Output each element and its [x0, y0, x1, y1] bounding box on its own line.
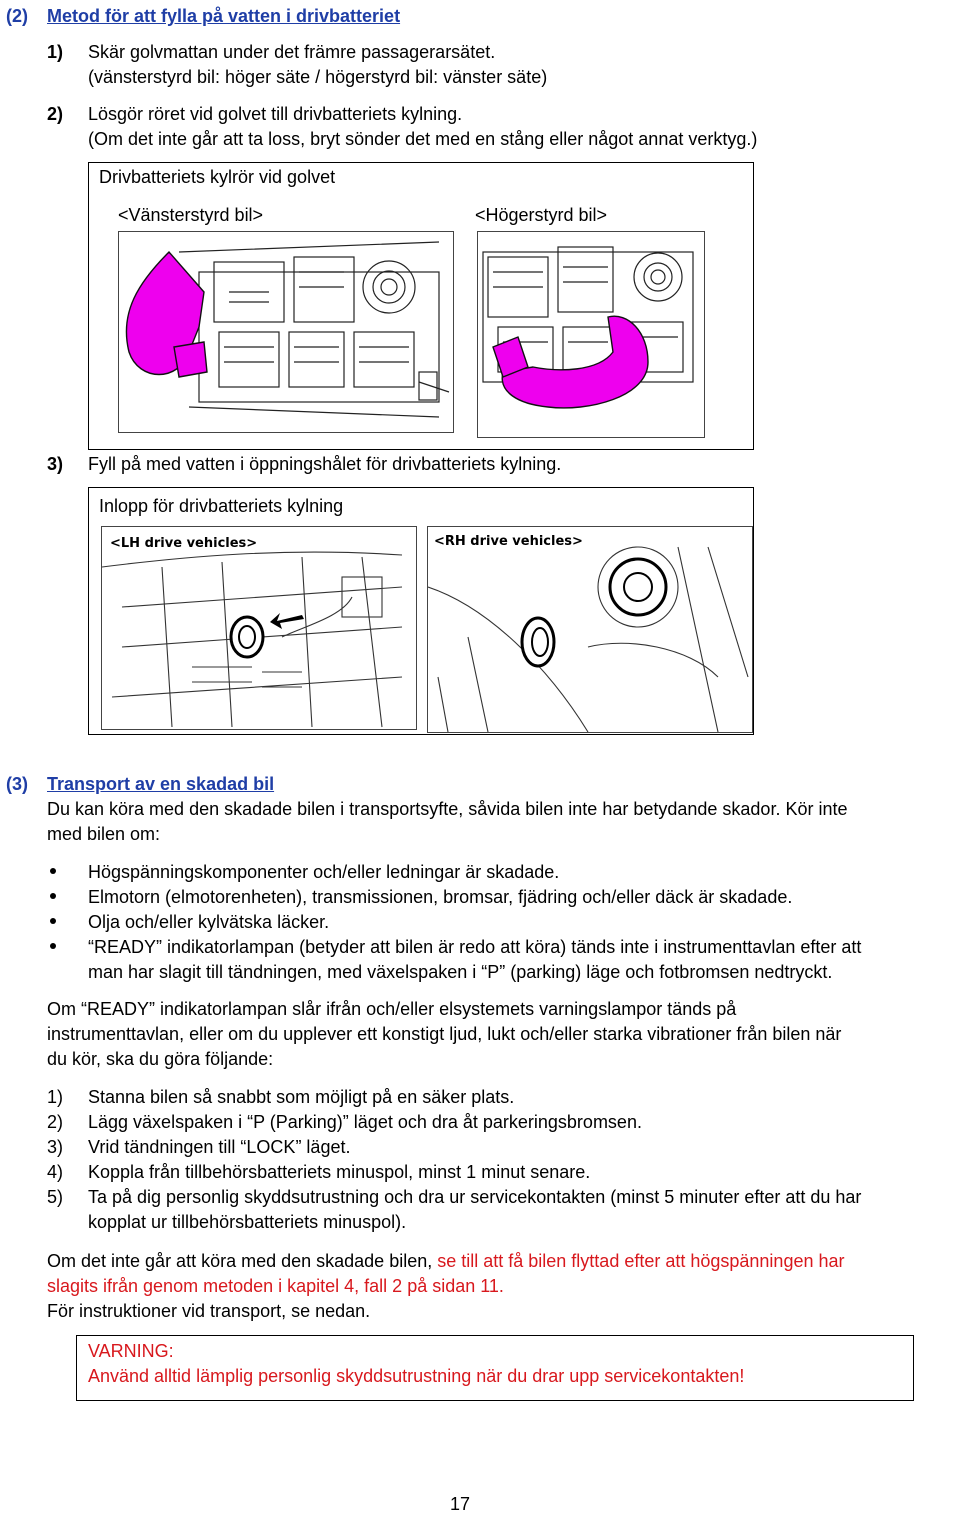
rh-inlet-illustration — [427, 526, 753, 733]
step-text: (vänsterstyrd bil: höger säte / högerstyrd bil: vänster säte) — [88, 67, 548, 87]
step-number: 3) — [47, 1137, 64, 1157]
bullet-text: Högspänningskomponenter och/eller ledningar är skadade. — [88, 862, 560, 882]
warning-text: Använd alltid lämplig personlig skyddsutrustning när du drar upp servicekontakten! — [88, 1366, 745, 1386]
figure-caption: Drivbatteriets kylrör vid golvet — [99, 167, 336, 187]
warning-title: VARNING: — [88, 1341, 174, 1361]
page-number: 17 — [450, 1494, 471, 1514]
intro-text: med bilen om: — [47, 824, 161, 844]
paragraph-text-red: slagits ifrån genom metoden i kapitel 4, fall 2 på sidan 11. — [47, 1276, 504, 1296]
step-number: 4) — [47, 1162, 64, 1182]
figure-cooling-inlet — [88, 487, 754, 735]
step-number: 2) — [47, 104, 64, 124]
step-text: Stanna bilen så snabbt som möjligt på en säker plats. — [88, 1087, 515, 1107]
bullet-dot — [50, 893, 56, 899]
section-2-number: (2) — [6, 6, 28, 26]
figure-label-left: <Vänsterstyrd bil> — [118, 205, 264, 225]
figure-caption: Inlopp för drivbatteriets kylning — [99, 496, 344, 516]
paragraph-text: instrumenttavlan, eller om du upplever ett konstigt ljud, lukt och/eller starka vibrationer från bilen när — [47, 1024, 842, 1044]
step-number: 5) — [47, 1187, 64, 1207]
step-number: 1) — [47, 42, 64, 62]
paragraph-text: Om “READY” indikatorlampan slår ifrån och/eller elsystemets varningslampor tänds på — [47, 999, 737, 1019]
rh-pipe-illustration — [477, 231, 705, 438]
step-text: Lägg växelspaken i “P (Parking)” läget och dra åt parkeringsbromsen. — [88, 1112, 642, 1132]
step-number: 2) — [47, 1112, 64, 1132]
section-2-title: Metod för att fylla på vatten i drivbatteriet — [47, 6, 401, 26]
step-text: Skär golvmattan under det främre passagerarsätet. — [88, 42, 496, 62]
step-text: Ta på dig personlig skyddsutrustning och dra ur servicekontakten (minst 5 minuter efter att du har — [88, 1187, 862, 1207]
warning-box — [76, 1335, 914, 1401]
bullet-text: Elmotorn (elmotorenheten), transmissionen, bromsar, fjädring och/eller däck är skadade. — [88, 887, 793, 907]
step-text: Vrid tändningen till “LOCK” läget. — [88, 1137, 351, 1157]
step-text: Lösgör röret vid golvet till drivbatteriets kylning. — [88, 104, 463, 124]
step-text: Fyll på med vatten i öppningshålet för drivbatteriets kylning. — [88, 454, 562, 474]
bullet-dot — [50, 918, 56, 924]
lh-inlet-illustration — [101, 526, 417, 730]
paragraph-text-black: Om det inte går att köra med den skadade bilen, — [47, 1251, 438, 1271]
figure-label-left: <LH drive vehicles> — [110, 536, 258, 551]
step-number: 1) — [47, 1087, 64, 1107]
figure-label-right: <Högerstyrd bil> — [475, 205, 608, 225]
paragraph-text: För instruktioner vid transport, se nedan. — [47, 1301, 371, 1321]
section-3-title: Transport av en skadad bil — [47, 774, 275, 794]
paragraph-text: du kör, ska du göra följande: — [47, 1049, 274, 1069]
paragraph-text — [47, 1249, 845, 1274]
figure-label-right: <RH drive vehicles> — [434, 534, 583, 549]
lh-pipe-illustration — [118, 231, 454, 433]
bullet-text: man har slagit till tändningen, med växelspaken i “P” (parking) läge och fotbromsen nedtryckt. — [88, 962, 833, 982]
bullet-dot — [50, 868, 56, 874]
bullet-dot — [50, 943, 56, 949]
intro-text: Du kan köra med den skadade bilen i transportsyfte, såvida bilen inte har betydande skador. Kör inte — [47, 799, 848, 819]
step-number: 3) — [47, 454, 64, 474]
bullet-text: “READY” indikatorlampan (betyder att bilen är redo att köra) tänds inte i instrumenttavlan efter att — [88, 937, 862, 957]
paragraph-text-red: se till att få bilen flyttad efter att högspänningen har — [437, 1251, 845, 1271]
step-text: kopplat ur tillbehörsbatteriets minuspol). — [88, 1212, 407, 1232]
step-text: Koppla från tillbehörsbatteriets minuspol, minst 1 minut senare. — [88, 1162, 591, 1182]
step-text: (Om det inte går att ta loss, bryt sönder det med en stång eller något annat verktyg.) — [88, 129, 758, 149]
bullet-text: Olja och/eller kylvätska läcker. — [88, 912, 330, 932]
section-3-number: (3) — [6, 774, 28, 794]
figure-cooling-pipes — [88, 162, 754, 450]
